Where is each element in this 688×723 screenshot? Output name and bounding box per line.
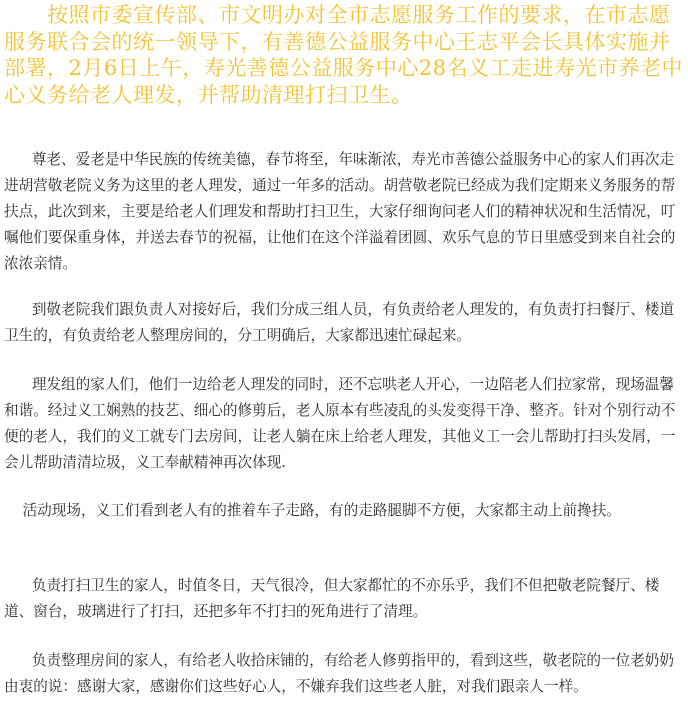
paragraph-room-group: 负责整理房间的家人，有给老人收拾床铺的，有给老人修剪指甲的，看到这些，敬老院的一位老奶奶由衷的说：感谢大家，感谢你们这些好心人，不嫌弃我们这些老人脏，对我们跟亲人一样。 — [4, 652, 674, 695]
paragraph-activity-scene: 活动现场，义工们看到老人有的推着车子走路，有的走路腿脚不方便，大家都主动上前搀扶。 — [4, 502, 621, 519]
article-headline: 按照市委宣传部、市文明办对全市志愿服务工作的要求，在市志愿服务联合会的统一领导下，有善德公益服务中心王志平会长具体实施并部署，2月6日上午，寿光善德公益服务中心28名义工走进寿光市养老中心义务给老人理发，并帮助清理打扫卫生。 — [4, 3, 683, 107]
paragraph-task-division: 到敬老院我们跟负责人对接好后，我们分成三组人员，有负责给老人理发的，有负责打扫餐厅、楼道卫生的，有负责给老人整理房间的，分工明确后，大家都迅速忙碌起来。 — [4, 301, 674, 344]
paragraph-intro: 尊老、爱老是中华民族的传统美德，春节将至，年味渐浓，寿光市善德公益服务中心的家人们再次走进胡营敬老院义务为这里的老人理发，通过一年多的活动。胡营敬老院已经成为我们定期来义务服务的帮扶点，此次到来，主要是给老人们理发和帮助打扫卫生，大家仔细询问老人们的精神状况和生活情况，叮嘱他们要保重身体，并送去春节的祝福，让他们在这个洋溢着团圆、欢乐气息的节日里感受到来自社会的浓浓亲情。 — [4, 151, 676, 272]
paragraph-haircut-group: 理发组的家人们，他们一边给老人理发的同时，还不忘哄老人开心，一边陪老人们拉家常，现场温馨和谐。经过义工娴熟的技艺、细心的修剪后，老人原本有些凌乱的头发变得干净、整齐。针对个别行动不便的老人，我们的义工就专门去房间，让老人躺在床上给老人理发，其他义工一会儿帮助打扫头发屑，一会儿帮助清清垃圾，义工奉献精神再次体现. — [4, 376, 676, 471]
paragraph-cleaning-group: 负责打扫卫生的家人，时值冬日，天气很冷，但大家都忙的不亦乐乎，我们不但把敬老院餐厅、楼道、窗台，玻璃进行了打扫，还把多年不打扫的死角进行了清理。 — [4, 577, 660, 620]
